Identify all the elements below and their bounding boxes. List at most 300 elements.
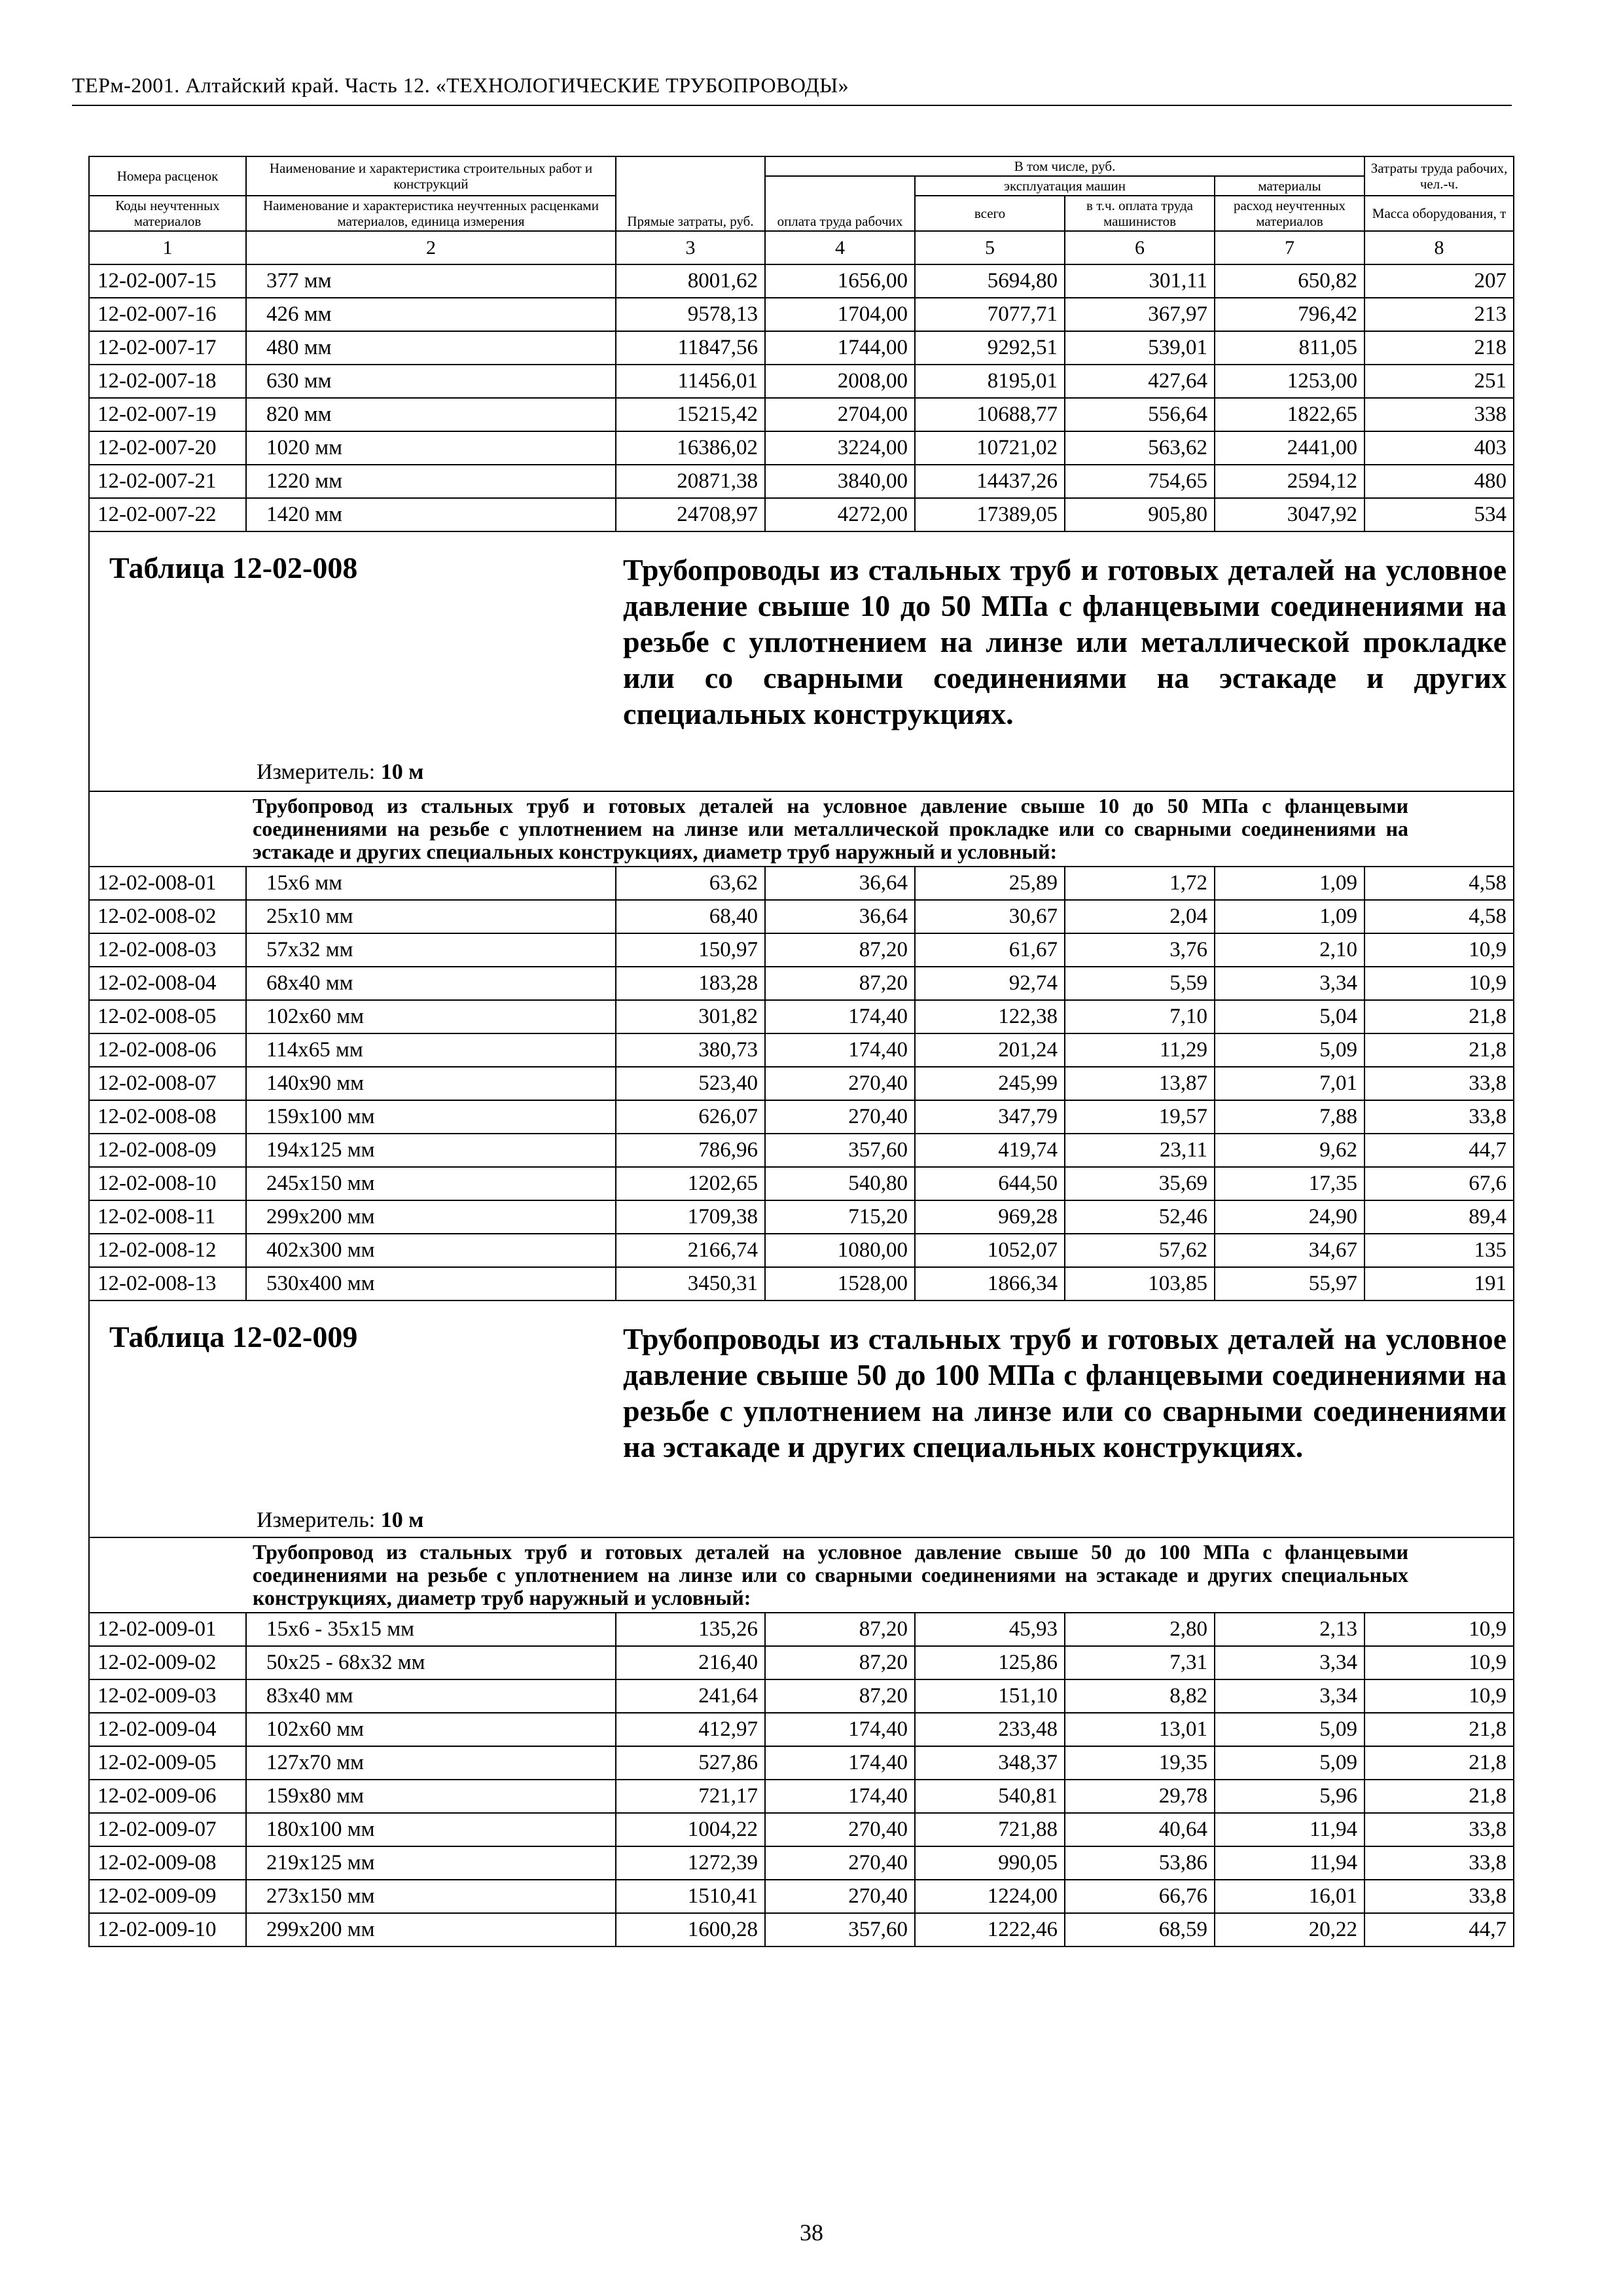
row-value: 5694,80 <box>915 264 1065 298</box>
header-col-name: Наименование и характеристика строительных работ и конструкций <box>246 156 616 196</box>
row-code: 12-02-009-03 <box>89 1679 246 1713</box>
group-description: Трубопровод из стальных труб и готовых деталей на условное давление свыше 10 до 50 МПа с фланцевыми соединениями на резьбе с уплотнением на линзе или металлической прокладке или со сварными соединениями на эстакаде и других специальных конструкциях, диаметр труб наружный и условный: <box>246 791 1514 867</box>
table-row <box>89 1000 1514 1033</box>
row-value: 55,97 <box>1215 1267 1364 1300</box>
table-description: Трубопроводы из стальных труб и готовых деталей на условное давление свыше 10 до 50 МПа с фланцевыми соединениями на резьбе с уплотнением на линзе или металлической прокладке или со сварными соединениями на эстакаде и других специальных конструкциях. <box>623 553 1507 730</box>
row-value: 1,09 <box>1215 867 1364 900</box>
group-spacer <box>89 791 246 867</box>
row-value: 419,74 <box>915 1134 1065 1167</box>
row-value: 11456,01 <box>616 365 765 398</box>
table-row <box>89 1267 1514 1300</box>
row-code: 12-02-009-09 <box>89 1880 246 1913</box>
row-value: 87,20 <box>765 933 915 967</box>
row-value: 301,11 <box>1065 264 1215 298</box>
index-cell: 7 <box>1215 231 1364 264</box>
row-value: 174,40 <box>765 1780 915 1813</box>
row-name: 159x100 мм <box>246 1100 616 1134</box>
row-value: 357,60 <box>765 1134 915 1167</box>
row-value: 174,40 <box>765 1746 915 1780</box>
row-value: 14437,26 <box>915 465 1065 498</box>
row-code: 12-02-008-02 <box>89 900 246 933</box>
row-code: 12-02-007-18 <box>89 365 246 398</box>
row-value: 53,86 <box>1065 1846 1215 1880</box>
row-value: 63,62 <box>616 867 765 900</box>
row-code: 12-02-009-02 <box>89 1646 246 1679</box>
row-value: 45,93 <box>915 1613 1065 1646</box>
row-code: 12-02-009-07 <box>89 1813 246 1846</box>
row-value: 7,01 <box>1215 1067 1364 1100</box>
row-name: 1220 мм <box>246 465 616 498</box>
row-value: 380,73 <box>616 1033 765 1067</box>
row-value: 563,62 <box>1065 431 1215 465</box>
row-value: 5,09 <box>1215 1033 1364 1067</box>
index-cell: 8 <box>1364 231 1514 264</box>
row-value: 25,89 <box>915 867 1065 900</box>
row-value: 13,01 <box>1065 1713 1215 1746</box>
row-value: 3840,00 <box>765 465 915 498</box>
table-row <box>89 1679 1514 1713</box>
row-value: 2441,00 <box>1215 431 1364 465</box>
row-value: 44,7 <box>1364 1134 1514 1167</box>
row-value: 103,85 <box>1065 1267 1215 1300</box>
header-machines-all: всего <box>915 196 1065 231</box>
table-row <box>89 498 1514 531</box>
table-row <box>89 967 1514 1000</box>
table-row <box>89 1134 1514 1167</box>
row-value: 67,6 <box>1364 1167 1514 1200</box>
row-value: 21,8 <box>1364 1746 1514 1780</box>
row-value: 270,40 <box>765 1846 915 1880</box>
row-value: 2,13 <box>1215 1613 1364 1646</box>
row-code: 12-02-007-17 <box>89 331 246 365</box>
row-value: 556,64 <box>1065 398 1215 431</box>
document-header: ТЕРм-2001. Алтайский край. Часть 12. «ТЕХНОЛОГИЧЕСКИЕ ТРУБОПРОВОДЫ» <box>72 73 849 97</box>
row-code: 12-02-007-19 <box>89 398 246 431</box>
table-row <box>89 465 1514 498</box>
row-value: 1080,00 <box>765 1234 915 1267</box>
row-value: 7,88 <box>1215 1100 1364 1134</box>
row-value: 650,82 <box>1215 264 1364 298</box>
row-value: 1866,34 <box>915 1267 1065 1300</box>
price-table <box>88 156 1514 1947</box>
row-value: 357,60 <box>765 1913 915 1946</box>
header-row-1 <box>89 156 1514 176</box>
row-name: 299x200 мм <box>246 1200 616 1234</box>
row-value: 57,62 <box>1065 1234 1215 1267</box>
row-value: 8195,01 <box>915 365 1065 398</box>
row-name: 159x80 мм <box>246 1780 616 1813</box>
row-value: 10,9 <box>1364 1646 1514 1679</box>
row-value: 241,64 <box>616 1679 765 1713</box>
row-value: 1222,46 <box>915 1913 1065 1946</box>
row-name: 57x32 мм <box>246 933 616 967</box>
table-row <box>89 365 1514 398</box>
row-value: 21,8 <box>1364 1000 1514 1033</box>
row-value: 2704,00 <box>765 398 915 431</box>
row-value: 151,10 <box>915 1679 1065 1713</box>
row-value: 905,80 <box>1065 498 1215 531</box>
row-name: 820 мм <box>246 398 616 431</box>
row-name: 83x40 мм <box>246 1679 616 1713</box>
row-value: 990,05 <box>915 1846 1065 1880</box>
row-value: 348,37 <box>915 1746 1065 1780</box>
row-name: 299x200 мм <box>246 1913 616 1946</box>
row-value: 33,8 <box>1364 1846 1514 1880</box>
row-value: 40,64 <box>1065 1813 1215 1846</box>
table-row <box>89 1646 1514 1679</box>
row-value: 11,94 <box>1215 1813 1364 1846</box>
table-row <box>89 900 1514 933</box>
row-name: 102x60 мм <box>246 1000 616 1033</box>
row-value: 10688,77 <box>915 398 1065 431</box>
row-value: 644,50 <box>915 1167 1065 1200</box>
row-value: 969,28 <box>915 1200 1065 1234</box>
row-value: 245,99 <box>915 1067 1065 1100</box>
header-col-num: Номера расценок <box>89 156 246 196</box>
row-value: 13,87 <box>1065 1067 1215 1100</box>
unit-measure <box>257 756 423 788</box>
row-value: 87,20 <box>765 1613 915 1646</box>
row-code: 12-02-008-06 <box>89 1033 246 1067</box>
row-value: 754,65 <box>1065 465 1215 498</box>
table-title: Таблица 12-02-008 <box>109 551 358 584</box>
row-value: 1052,07 <box>915 1234 1065 1267</box>
row-value: 87,20 <box>765 967 915 1000</box>
row-value: 174,40 <box>765 1033 915 1067</box>
row-value: 61,67 <box>915 933 1065 967</box>
row-code: 12-02-008-13 <box>89 1267 246 1300</box>
index-cell: 5 <box>915 231 1065 264</box>
row-value: 4,58 <box>1364 867 1514 900</box>
table-row <box>89 1100 1514 1134</box>
header-incl: В том числе, руб. <box>765 156 1364 176</box>
row-name: 102x60 мм <box>246 1713 616 1746</box>
row-name: 114x65 мм <box>246 1033 616 1067</box>
table-row <box>89 1167 1514 1200</box>
row-code: 12-02-008-04 <box>89 967 246 1000</box>
row-name: 25x10 мм <box>246 900 616 933</box>
row-name: 245x150 мм <box>246 1167 616 1200</box>
row-value: 626,07 <box>616 1100 765 1134</box>
row-code: 12-02-009-06 <box>89 1780 246 1813</box>
row-value: 367,97 <box>1065 298 1215 331</box>
table-row <box>89 431 1514 465</box>
row-value: 5,09 <box>1215 1746 1364 1780</box>
header-rule <box>72 105 1512 106</box>
row-value: 201,24 <box>915 1033 1065 1067</box>
row-name: 402x300 мм <box>246 1234 616 1267</box>
row-value: 207 <box>1364 264 1514 298</box>
group-row <box>89 1537 1514 1613</box>
row-value: 36,64 <box>765 867 915 900</box>
table-title: Таблица 12-02-009 <box>109 1320 358 1354</box>
group-spacer <box>89 1537 246 1613</box>
row-value: 8001,62 <box>616 264 765 298</box>
row-value: 20871,38 <box>616 465 765 498</box>
row-value: 135 <box>1364 1234 1514 1267</box>
row-value: 3047,92 <box>1215 498 1364 531</box>
row-value: 9578,13 <box>616 298 765 331</box>
row-value: 92,74 <box>915 967 1065 1000</box>
row-value: 33,8 <box>1364 1880 1514 1913</box>
group-description: Трубопровод из стальных труб и готовых деталей на условное давление свыше 50 до 100 МПа с фланцевыми соединениями на резьбе с уплотнением на линзе или со сварными соединениями на эстакаде и других специальных конструкциях, диаметр труб наружный и условный: <box>246 1537 1514 1613</box>
row-value: 9292,51 <box>915 331 1065 365</box>
row-value: 174,40 <box>765 1713 915 1746</box>
row-value: 183,28 <box>616 967 765 1000</box>
header-labor-hours: Затраты труда рабочих, чел.-ч. <box>1364 156 1514 196</box>
row-value: 233,48 <box>915 1713 1065 1746</box>
row-value: 301,82 <box>616 1000 765 1033</box>
row-value: 403 <box>1364 431 1514 465</box>
row-name: 140x90 мм <box>246 1067 616 1100</box>
table-description: Трубопроводы из стальных труб и готовых деталей на условное давление свыше 50 до 100 МПа с фланцевыми соединениями на резьбе с уплотнением на линзе или со сварными соединениями на эстакаде и других специальных конструкциях. <box>623 1322 1507 1463</box>
row-value: 125,86 <box>915 1646 1065 1679</box>
row-value: 540,80 <box>765 1167 915 1200</box>
table-row <box>89 1234 1514 1267</box>
unit-label: Измеритель: <box>257 760 376 784</box>
row-value: 19,57 <box>1065 1100 1215 1134</box>
row-value: 87,20 <box>765 1679 915 1713</box>
row-value: 1822,65 <box>1215 398 1364 431</box>
row-value: 796,42 <box>1215 298 1364 331</box>
row-name: 480 мм <box>246 331 616 365</box>
row-value: 786,96 <box>616 1134 765 1167</box>
row-code: 12-02-007-15 <box>89 264 246 298</box>
row-value: 21,8 <box>1364 1780 1514 1813</box>
row-value: 4,58 <box>1364 900 1514 933</box>
row-value: 11,94 <box>1215 1846 1364 1880</box>
row-value: 218 <box>1364 331 1514 365</box>
row-value: 480 <box>1364 465 1514 498</box>
row-value: 1600,28 <box>616 1913 765 1946</box>
row-name: 15x6 - 35x15 мм <box>246 1613 616 1646</box>
row-name: 530x400 мм <box>246 1267 616 1300</box>
row-value: 523,40 <box>616 1067 765 1100</box>
row-value: 16386,02 <box>616 431 765 465</box>
row-value: 2594,12 <box>1215 465 1364 498</box>
table-row <box>89 933 1514 967</box>
row-value: 21,8 <box>1364 1713 1514 1746</box>
row-value: 66,76 <box>1065 1880 1215 1913</box>
table-row <box>89 1067 1514 1100</box>
row-value: 89,4 <box>1364 1200 1514 1234</box>
row-value: 11,29 <box>1065 1033 1215 1067</box>
index-row <box>89 231 1514 264</box>
table-row <box>89 1913 1514 1946</box>
row-value: 10,9 <box>1364 1613 1514 1646</box>
row-code: 12-02-007-21 <box>89 465 246 498</box>
row-value: 29,78 <box>1065 1780 1215 1813</box>
row-value: 539,01 <box>1065 331 1215 365</box>
row-value: 1656,00 <box>765 264 915 298</box>
row-value: 7,31 <box>1065 1646 1215 1679</box>
row-value: 1224,00 <box>915 1880 1065 1913</box>
row-value: 3,34 <box>1215 1679 1364 1713</box>
section-header-row <box>89 531 1514 791</box>
row-code: 12-02-007-16 <box>89 298 246 331</box>
row-value: 2166,74 <box>616 1234 765 1267</box>
row-value: 1202,65 <box>616 1167 765 1200</box>
header-materials: материалы <box>1215 176 1364 196</box>
row-value: 191 <box>1364 1267 1514 1300</box>
table-row <box>89 1713 1514 1746</box>
row-value: 251 <box>1364 365 1514 398</box>
row-value: 150,97 <box>616 933 765 967</box>
row-value: 68,40 <box>616 900 765 933</box>
row-value: 721,88 <box>915 1813 1065 1846</box>
row-value: 2,80 <box>1065 1613 1215 1646</box>
row-value: 36,64 <box>765 900 915 933</box>
index-cell: 4 <box>765 231 915 264</box>
header-col-direct: Прямые затраты, руб. <box>616 156 765 231</box>
row-code: 12-02-008-09 <box>89 1134 246 1167</box>
table-row <box>89 1033 1514 1067</box>
row-value: 1704,00 <box>765 298 915 331</box>
row-value: 17389,05 <box>915 498 1065 531</box>
row-name: 1020 мм <box>246 431 616 465</box>
row-value: 213 <box>1364 298 1514 331</box>
row-code: 12-02-008-11 <box>89 1200 246 1234</box>
table-row <box>89 1746 1514 1780</box>
row-value: 44,7 <box>1364 1913 1514 1946</box>
row-value: 3224,00 <box>765 431 915 465</box>
unit-label: Измеритель: <box>257 1508 376 1532</box>
row-code: 12-02-008-01 <box>89 867 246 900</box>
row-value: 23,11 <box>1065 1134 1215 1167</box>
row-value: 270,40 <box>765 1067 915 1100</box>
row-name: 180x100 мм <box>246 1813 616 1846</box>
row-value: 2008,00 <box>765 365 915 398</box>
row-value: 10,9 <box>1364 933 1514 967</box>
row-value: 7,10 <box>1065 1000 1215 1033</box>
row-code: 12-02-009-04 <box>89 1713 246 1746</box>
row-name: 630 мм <box>246 365 616 398</box>
row-value: 270,40 <box>765 1813 915 1846</box>
header-materials-use: расход неучтенных материалов <box>1215 196 1364 231</box>
table-row <box>89 398 1514 431</box>
row-value: 534 <box>1364 498 1514 531</box>
row-value: 347,79 <box>915 1100 1065 1134</box>
page-number: 38 <box>800 2219 823 2246</box>
row-value: 11847,56 <box>616 331 765 365</box>
table-row <box>89 1780 1514 1813</box>
row-value: 540,81 <box>915 1780 1065 1813</box>
index-cell: 2 <box>246 231 616 264</box>
row-value: 21,8 <box>1364 1033 1514 1067</box>
row-name: 127x70 мм <box>246 1746 616 1780</box>
row-value: 1,09 <box>1215 900 1364 933</box>
row-value: 122,38 <box>915 1000 1065 1033</box>
unit-value: 10 м <box>380 760 424 784</box>
row-value: 19,35 <box>1065 1746 1215 1780</box>
row-value: 5,59 <box>1065 967 1215 1000</box>
row-value: 412,97 <box>616 1713 765 1746</box>
row-value: 1510,41 <box>616 1880 765 1913</box>
row-value: 3,76 <box>1065 933 1215 967</box>
row-value: 135,26 <box>616 1613 765 1646</box>
row-code: 12-02-009-05 <box>89 1746 246 1780</box>
row-code: 12-02-009-10 <box>89 1913 246 1946</box>
row-value: 5,04 <box>1215 1000 1364 1033</box>
row-value: 427,64 <box>1065 365 1215 398</box>
row-name: 50x25 - 68x32 мм <box>246 1646 616 1679</box>
row-value: 33,8 <box>1364 1100 1514 1134</box>
row-value: 2,10 <box>1215 933 1364 967</box>
row-value: 35,69 <box>1065 1167 1215 1200</box>
row-value: 216,40 <box>616 1646 765 1679</box>
row-code: 12-02-009-08 <box>89 1846 246 1880</box>
row-code: 12-02-009-01 <box>89 1613 246 1646</box>
row-code: 12-02-008-03 <box>89 933 246 967</box>
header-labor: оплата труда рабочих <box>765 176 915 231</box>
header-machines-labor: в т.ч. оплата труда машинистов <box>1065 196 1215 231</box>
row-value: 811,05 <box>1215 331 1364 365</box>
row-value: 17,35 <box>1215 1167 1364 1200</box>
row-value: 3450,31 <box>616 1267 765 1300</box>
table-row <box>89 1613 1514 1646</box>
group-row <box>89 791 1514 867</box>
row-value: 3,34 <box>1215 1646 1364 1679</box>
row-value: 20,22 <box>1215 1913 1364 1946</box>
header-machines: эксплуатация машин <box>915 176 1215 196</box>
row-value: 174,40 <box>765 1000 915 1033</box>
row-value: 52,46 <box>1065 1200 1215 1234</box>
table-row <box>89 264 1514 298</box>
row-name: 377 мм <box>246 264 616 298</box>
row-value: 33,8 <box>1364 1067 1514 1100</box>
unit-measure <box>257 1504 423 1536</box>
row-code: 12-02-008-05 <box>89 1000 246 1033</box>
unit-value: 10 м <box>380 1508 424 1532</box>
row-value: 1004,22 <box>616 1813 765 1846</box>
section-header <box>89 1300 1514 1537</box>
row-value: 87,20 <box>765 1646 915 1679</box>
row-value: 3,34 <box>1215 967 1364 1000</box>
table-row <box>89 1813 1514 1846</box>
row-name: 219x125 мм <box>246 1846 616 1880</box>
row-code: 12-02-008-08 <box>89 1100 246 1134</box>
table-row <box>89 867 1514 900</box>
row-value: 270,40 <box>765 1100 915 1134</box>
row-value: 527,86 <box>616 1746 765 1780</box>
row-value: 5,09 <box>1215 1713 1364 1746</box>
row-code: 12-02-007-20 <box>89 431 246 465</box>
row-value: 338 <box>1364 398 1514 431</box>
row-value: 30,67 <box>915 900 1065 933</box>
row-value: 24708,97 <box>616 498 765 531</box>
header-codes-unacc: Коды неучтенных материалов <box>89 196 246 231</box>
row-code: 12-02-007-22 <box>89 498 246 531</box>
row-value: 10,9 <box>1364 1679 1514 1713</box>
row-value: 10721,02 <box>915 431 1065 465</box>
row-value: 68,59 <box>1065 1913 1215 1946</box>
row-value: 721,17 <box>616 1780 765 1813</box>
index-cell: 1 <box>89 231 246 264</box>
row-value: 10,9 <box>1364 967 1514 1000</box>
row-value: 24,90 <box>1215 1200 1364 1234</box>
table-row <box>89 1200 1514 1234</box>
row-value: 16,01 <box>1215 1880 1364 1913</box>
row-value: 1528,00 <box>765 1267 915 1300</box>
row-name: 194x125 мм <box>246 1134 616 1167</box>
row-value: 2,04 <box>1065 900 1215 933</box>
row-name: 15x6 мм <box>246 867 616 900</box>
row-name: 273x150 мм <box>246 1880 616 1913</box>
row-value: 1709,38 <box>616 1200 765 1234</box>
index-cell: 6 <box>1065 231 1215 264</box>
row-value: 4272,00 <box>765 498 915 531</box>
section-header <box>89 531 1514 791</box>
